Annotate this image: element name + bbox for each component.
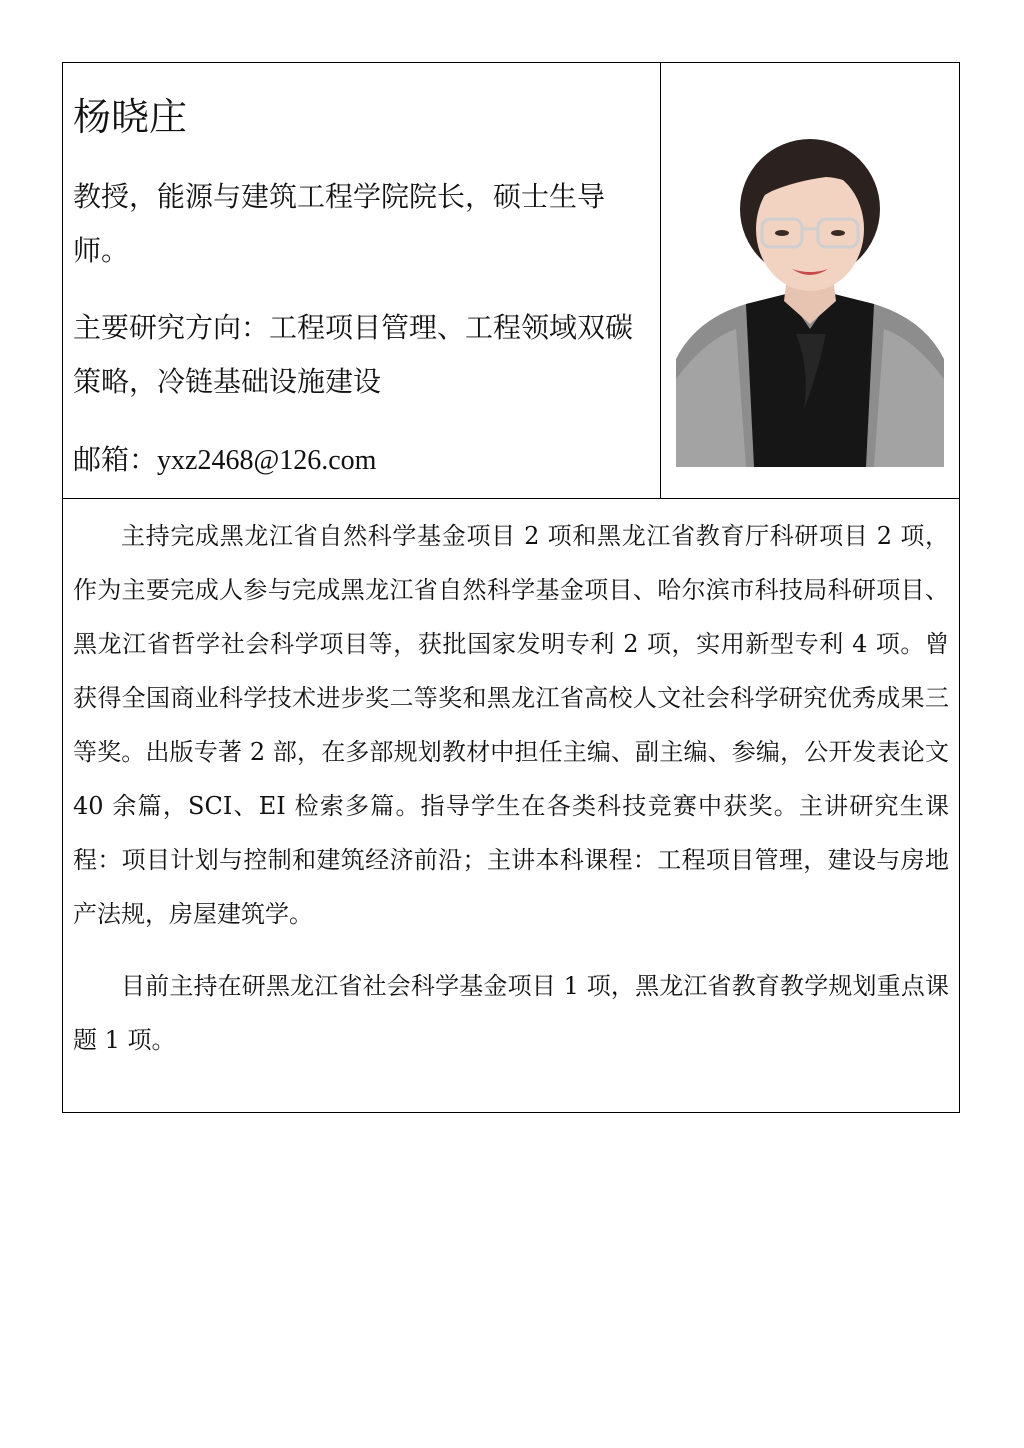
research-directions: 主要研究方向：工程项目管理、工程领域双碳策略，冷链基础设施建设 <box>73 311 634 398</box>
person-name: 杨晓庄 <box>73 95 188 139</box>
person-title: 教授，能源与建筑工程学院院长，硕士生导师。 <box>73 180 606 267</box>
biography-section <box>63 499 959 1114</box>
profile-table <box>62 62 960 1113</box>
profile-info-cell <box>63 63 661 498</box>
email-address: yxz2468@126.com <box>157 445 377 476</box>
photo-cell <box>661 63 959 498</box>
biography-paragraph: 目前主持在研黑龙江省社会科学基金项目 1 项，黑龙江省教育教学规划重点课题 1 项。 <box>73 972 949 1054</box>
email-line <box>73 433 633 488</box>
biography-paragraph: 主持完成黑龙江省自然科学基金项目 2 项和黑龙江省教育厅科研项目 2 项，作为主要完成人参与完成黑龙江省自然科学基金项目、哈尔滨市科技局科研项目、黑龙江省哲学社会科学项目等，获批国家发明专利 2 项，实用新型专利 4 项。曾获得全国商业科学技术进步奖二等奖和黑龙江省高校人文社会科学研究优秀成果三等奖。出版专著 2 部，在多部规划教材中担任主编、副主编、参编，公开发表论文 40 余篇，SCI、EI 检索多篇。指导学生在各类科技竞赛中获奖。主讲研究生课程：项目计划与控制和建筑经济前沿；主讲本科课程：工程项目管理，建设与房地产法规，房屋建筑学。 <box>73 522 949 928</box>
portrait-photo <box>676 129 944 467</box>
email-label: 邮箱： <box>73 443 158 476</box>
profile-header-row <box>63 63 959 499</box>
